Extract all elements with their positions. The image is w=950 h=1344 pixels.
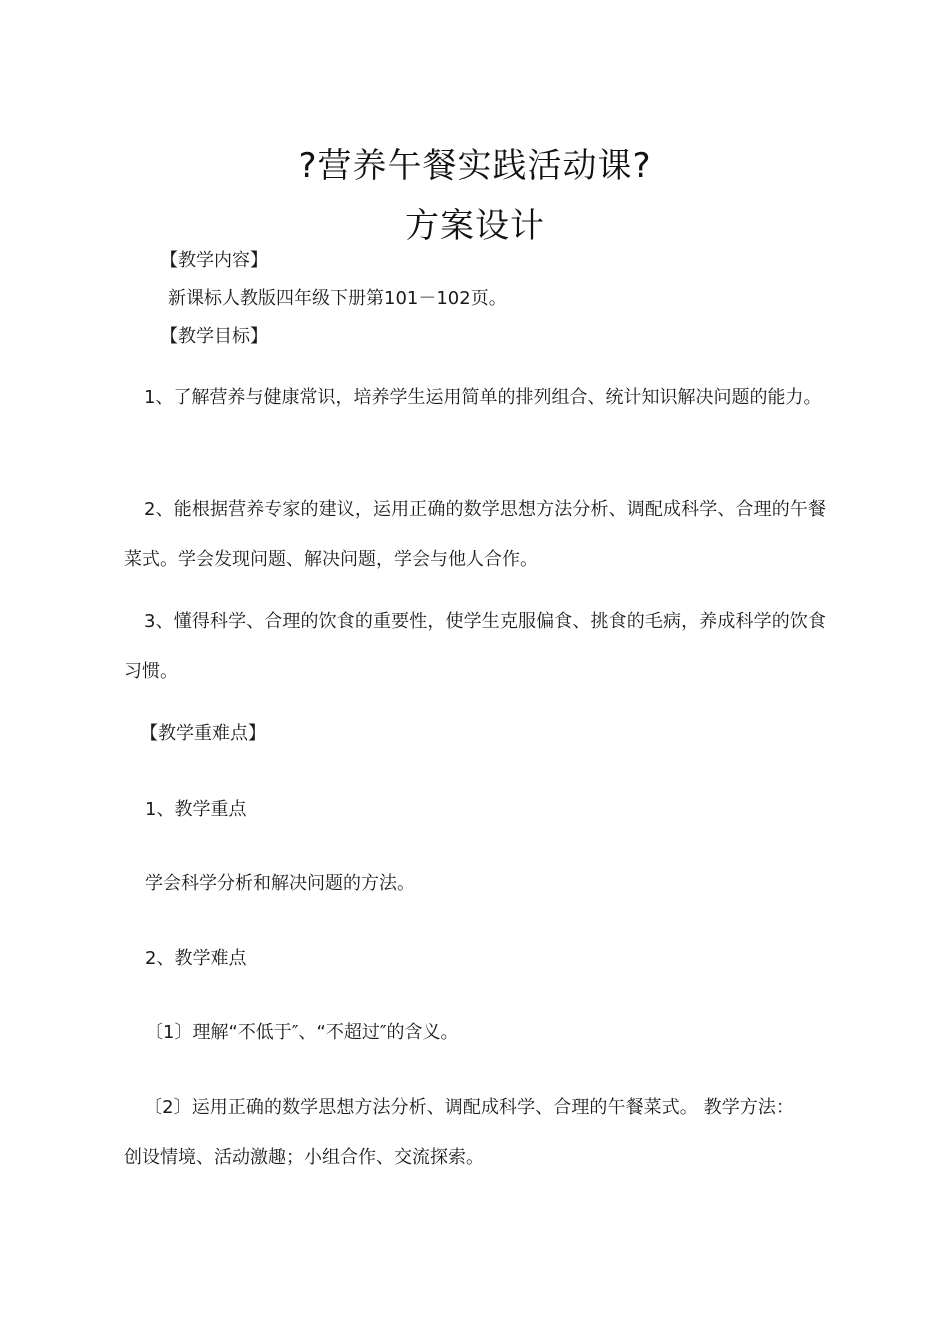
difficult-point-1: 〔1〕理解“不低于″、“不超过″的含义。 [145, 1022, 459, 1043]
key-point-label: 1、教学重点 [145, 799, 247, 820]
key-point-text: 学会科学分析和解决问题的方法。 [145, 873, 415, 894]
heading-teaching-objectives: 【教学目标】 [160, 326, 268, 347]
heading-teaching-content: 【教学内容】 [160, 250, 268, 271]
document-title-line-2: 方案设计 [405, 206, 545, 246]
objective-3: 3、懂得科学、合理的饮食的重要性，使学生克服偏食、挑食的毛病，养成科学的饮食习惯。 [124, 611, 826, 682]
difficult-point-2-and-methods: 〔2〕运用正确的数学思想方法分析、调配成科学、合理的午餐菜式。 教学方法： 创设情境、活动激趣；小组合作、交流探索。 [124, 1097, 794, 1168]
objective-1: 1、了解营养与健康常识，培养学生运用简单的排列组合、统计知识解决问题的能力。 [144, 387, 822, 408]
teaching-content-text: 新课标人教版四年级下册第101－102页。 [168, 288, 507, 309]
difficult-point-label: 2、教学难点 [145, 948, 247, 969]
heading-key-and-difficult-points: 【教学重难点】 [140, 723, 266, 744]
objective-2: 2、能根据营养专家的建议，运用正确的数学思想方法分析、调配成科学、合理的午餐菜式。学会发现问题、解决问题，学会与他人合作。 [124, 499, 826, 570]
document-title-line-1: ?营养午餐实践活动课? [298, 146, 652, 186]
